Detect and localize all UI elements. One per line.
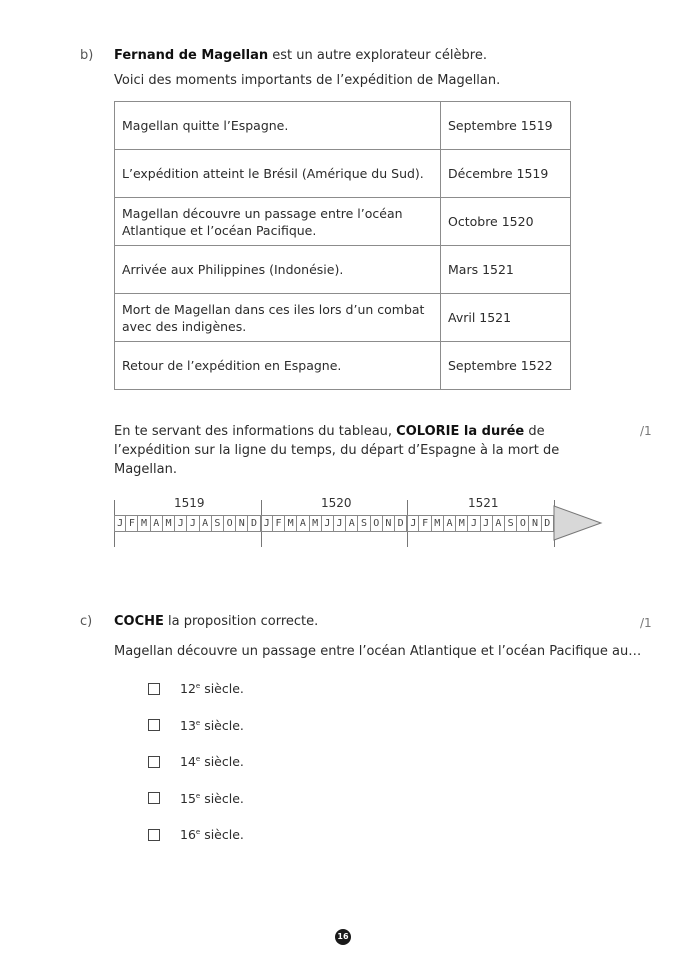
intro-rest: est un autre explorateur célèbre. <box>268 48 487 63</box>
timeline-month-cell[interactable]: M <box>163 515 175 532</box>
event-date: Septembre 1522 <box>441 342 571 390</box>
timeline-month-cell[interactable]: J <box>261 515 273 532</box>
section-b-intro <box>114 48 487 63</box>
timeline-month-cell[interactable]: J <box>114 515 126 532</box>
score-b: /1 <box>640 424 652 438</box>
timeline-month-cell[interactable]: S <box>358 515 370 532</box>
explorer-name: Fernand de Magellan <box>114 48 269 63</box>
event-date: Décembre 1519 <box>441 150 571 198</box>
event-description: Magellan quitte l’Espagne. <box>115 102 441 150</box>
section-b-letter: b) <box>80 48 94 63</box>
option-label: 15e siècle. <box>180 790 244 806</box>
checkbox[interactable] <box>148 719 160 731</box>
event-row <box>115 198 571 246</box>
page-number: 16 <box>335 929 351 945</box>
timeline-month-cell[interactable]: N <box>236 515 248 532</box>
section-c-instruction: COCHE la proposition correcte. <box>114 614 319 629</box>
timeline-month-cell[interactable]: M <box>285 515 297 532</box>
event-date: Septembre 1519 <box>441 102 571 150</box>
timeline-month-cell[interactable]: F <box>419 515 431 532</box>
timeline-year: 1521 <box>468 496 499 510</box>
checkbox[interactable] <box>148 683 160 695</box>
option-label: 16e siècle. <box>180 827 244 842</box>
section-c-letter: c) <box>80 614 93 629</box>
section-c-question: Magellan découvre un passage entre l’océan Atlantique et l’océan Pacifique au… <box>114 644 642 659</box>
score-c: /1 <box>640 616 652 630</box>
timeline-month-cell[interactable]: A <box>444 515 456 532</box>
event-row <box>115 294 571 342</box>
event-description: Magellan découvre un passage entre l’océan Atlantique et l’océan Pacifique. <box>115 198 441 246</box>
checkbox[interactable] <box>148 829 160 841</box>
timeline-month-cell[interactable]: M <box>432 515 444 532</box>
timeline-year: 1519 <box>174 496 205 510</box>
option-item[interactable] <box>148 791 244 806</box>
timeline-month-cell[interactable]: J <box>322 515 334 532</box>
event-description: Mort de Magellan dans ces iles lors d’un combat avec des indigènes. <box>115 294 441 342</box>
timeline-month-cell[interactable]: F <box>273 515 285 532</box>
event-description: Retour de l’expédition en Espagne. <box>115 342 441 390</box>
timeline-month-cell[interactable]: N <box>529 515 541 532</box>
option-label: 13e siècle. <box>180 717 244 733</box>
event-description: L’expédition atteint le Brésil (Amérique du Sud). <box>115 150 441 198</box>
section-b-intro2: Voici des moments importants de l’expédition de Magellan. <box>114 73 501 88</box>
event-row <box>115 150 571 198</box>
option-item[interactable] <box>148 754 244 769</box>
timeline-month-cell[interactable]: M <box>138 515 150 532</box>
timeline-months[interactable] <box>114 515 554 532</box>
instruction-bold: COLORIE la durée <box>396 424 525 439</box>
timeline-month-cell[interactable]: O <box>517 515 529 532</box>
timeline-instruction: En te servant des informations du tableau, COLORIE la durée de l’expédition sur la ligne du temps, du départ d’Espagne à la mort de Magellan. <box>114 424 560 477</box>
timeline-month-cell[interactable]: J <box>481 515 493 532</box>
option-item[interactable] <box>148 718 244 733</box>
event-date: Avril 1521 <box>441 294 571 342</box>
timeline-month-cell[interactable]: S <box>212 515 224 532</box>
event-date: Octobre 1520 <box>441 198 571 246</box>
event-description: Arrivée aux Philippines (Indonésie). <box>115 246 441 294</box>
option-item[interactable] <box>148 827 244 842</box>
timeline-month-cell[interactable]: M <box>456 515 468 532</box>
option-label: 12e siècle. <box>180 681 244 696</box>
coche-bold: COCHE <box>114 614 164 629</box>
timeline-month-cell[interactable]: A <box>200 515 212 532</box>
timeline-month-cell[interactable]: D <box>542 515 554 532</box>
timeline-year: 1520 <box>321 496 352 510</box>
events-table <box>114 101 571 390</box>
event-row <box>115 342 571 390</box>
checkbox[interactable] <box>148 756 160 768</box>
event-date: Mars 1521 <box>441 246 571 294</box>
timeline-month-cell[interactable]: J <box>187 515 199 532</box>
timeline-month-cell[interactable]: D <box>248 515 260 532</box>
event-row <box>115 102 571 150</box>
option-item[interactable] <box>148 681 244 696</box>
timeline-month-cell[interactable]: J <box>468 515 480 532</box>
timeline-month-cell[interactable]: A <box>493 515 505 532</box>
timeline-month-cell[interactable]: J <box>175 515 187 532</box>
timeline-month-cell[interactable]: J <box>407 515 419 532</box>
timeline-month-cell[interactable]: F <box>126 515 138 532</box>
option-label: 14e siècle. <box>180 754 244 769</box>
timeline-month-cell[interactable]: A <box>346 515 358 532</box>
timeline-month-cell[interactable]: N <box>383 515 395 532</box>
timeline-month-cell[interactable]: J <box>334 515 346 532</box>
timeline-month-cell[interactable]: D <box>395 515 407 532</box>
timeline-month-cell[interactable]: A <box>297 515 309 532</box>
timeline-arrow-icon <box>553 505 603 541</box>
timeline-month-cell[interactable]: A <box>151 515 163 532</box>
timeline-month-cell[interactable]: O <box>371 515 383 532</box>
event-row <box>115 246 571 294</box>
timeline-month-cell[interactable]: M <box>310 515 322 532</box>
checkbox[interactable] <box>148 792 160 804</box>
timeline-month-cell[interactable]: O <box>224 515 236 532</box>
timeline-month-cell[interactable]: S <box>505 515 517 532</box>
